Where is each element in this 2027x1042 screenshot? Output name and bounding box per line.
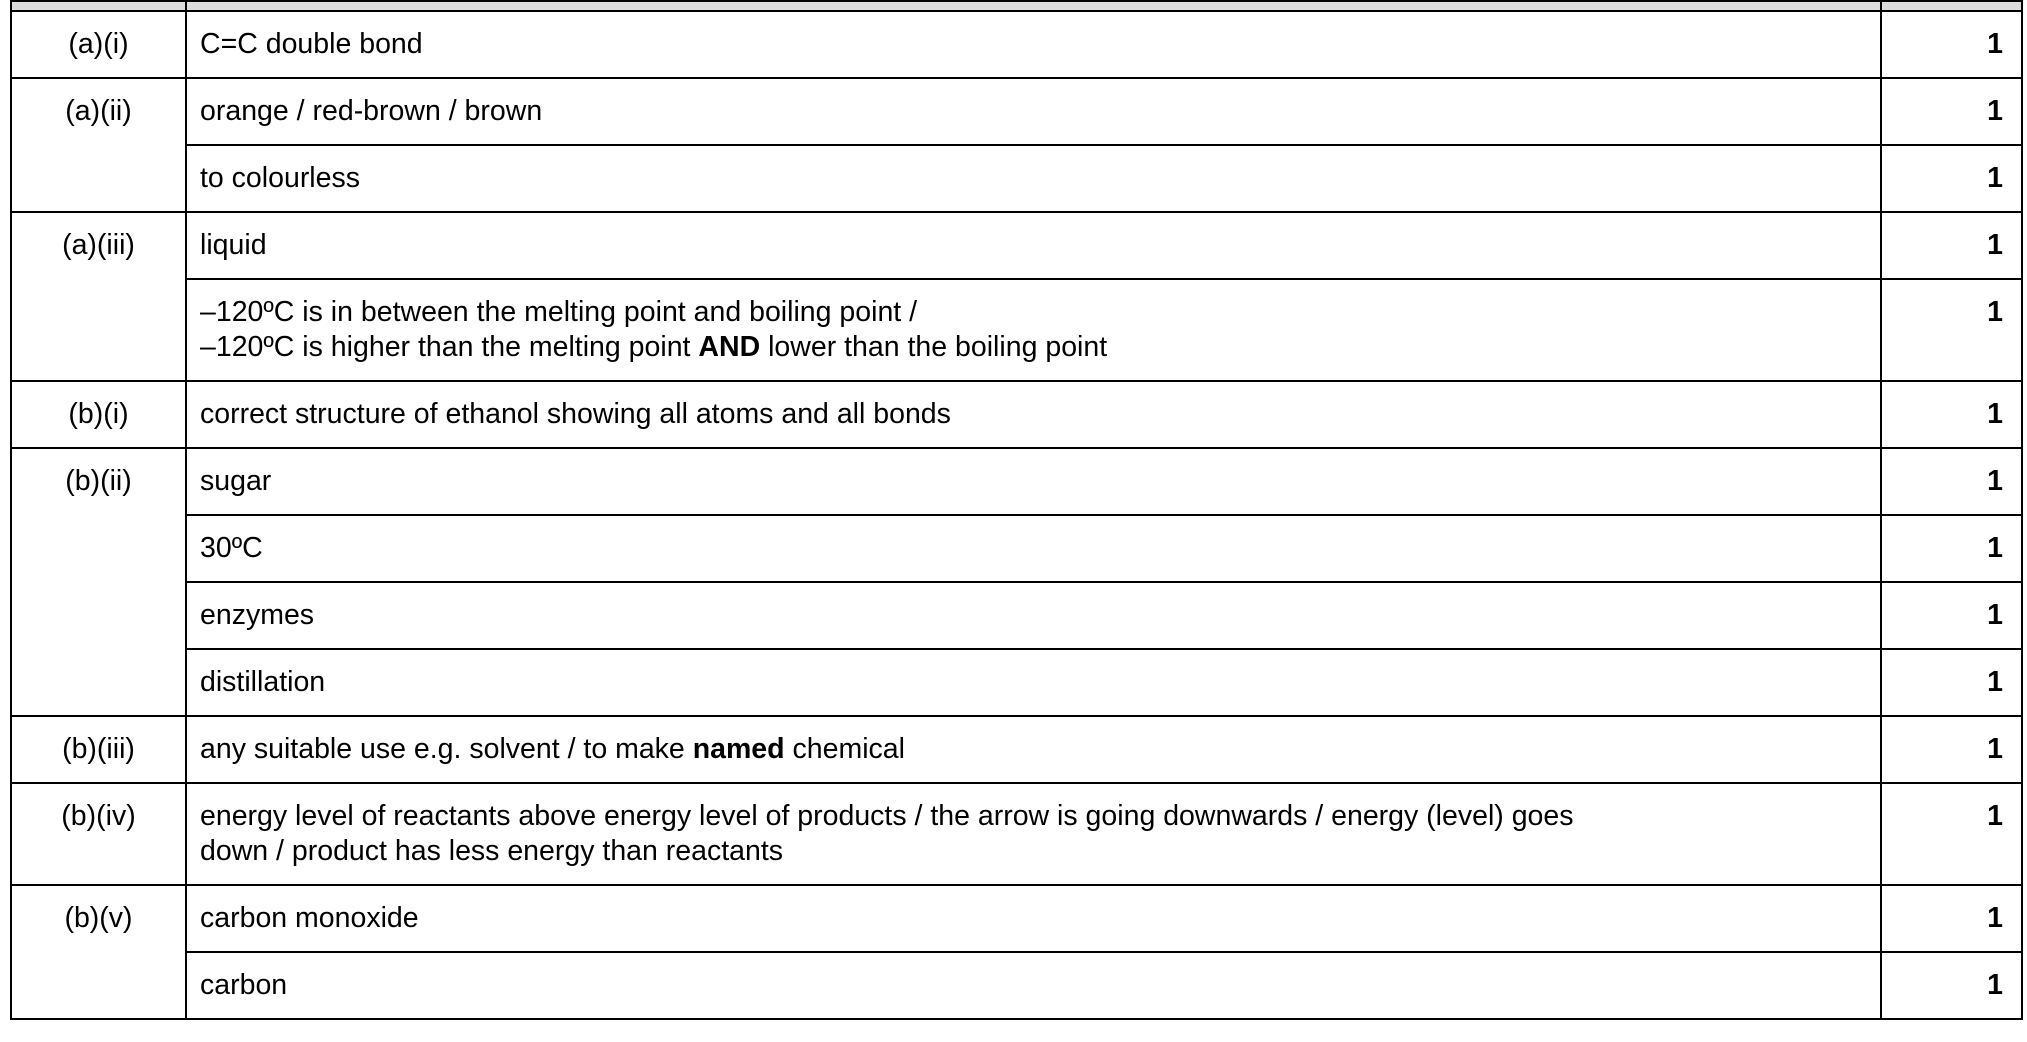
table-row [11,952,2022,1019]
mark-value: 1 [1881,716,2022,783]
mark-value: 1 [1881,515,2022,582]
answer-text: distillation [186,649,1881,716]
answer-text [186,279,1881,381]
answer-fragment: lower than the boiling point [768,331,1108,363]
mark-value: 1 [1881,212,2022,279]
question-number: (b)(v) [11,885,186,1019]
mark-scheme-table [10,0,2023,1020]
answer-text [186,716,1881,783]
table-row [11,716,2022,783]
mark-value: 1 [1881,448,2022,515]
table-row [11,212,2022,279]
emphasis-text: named [692,733,785,765]
answer-text: enzymes [186,582,1881,649]
table-row [11,783,2022,885]
question-number: (b)(i) [11,381,186,448]
answer-fragment: –120ºC is higher than the melting point [200,331,691,363]
answer-text: correct structure of ethanol showing all atoms and all bonds [186,381,1881,448]
answer-line: –120ºC is in between the melting point and boiling point / [200,296,918,328]
question-number: (a)(iii) [11,212,186,381]
table-row [11,279,2022,381]
table-row [11,885,2022,952]
answer-line: down / product has less energy than reactants [200,835,784,867]
table-header-row [11,1,2022,11]
table-row [11,448,2022,515]
answer-fragment: any suitable use e.g. solvent / to make [200,733,685,765]
mark-value: 1 [1881,783,2022,885]
mark-value: 1 [1881,78,2022,145]
question-number: (b)(ii) [11,448,186,716]
mark-value: 1 [1881,381,2022,448]
question-number: (b)(iii) [11,716,186,783]
mark-value: 1 [1881,582,2022,649]
answer-text: C=C double bond [186,11,1881,78]
table-row [11,78,2022,145]
mark-value: 1 [1881,649,2022,716]
header-cell-answer [186,1,1881,11]
answer-text: to colourless [186,145,1881,212]
table-row [11,649,2022,716]
answer-line [200,330,1870,365]
question-number: (a)(i) [11,11,186,78]
answer-text: liquid [186,212,1881,279]
question-number: (b)(iv) [11,783,186,885]
table-row [11,515,2022,582]
mark-value: 1 [1881,145,2022,212]
answer-text: sugar [186,448,1881,515]
table-row [11,381,2022,448]
question-number: (a)(ii) [11,78,186,212]
answer-text: 30ºC [186,515,1881,582]
mark-value: 1 [1881,885,2022,952]
table-row [11,145,2022,212]
emphasis-text: AND [698,331,761,363]
mark-value: 1 [1881,11,2022,78]
header-cell-question [11,1,186,11]
table-row [11,582,2022,649]
mark-value: 1 [1881,952,2022,1019]
answer-line: energy level of reactants above energy level of products / the arrow is going downwards / energy (level) goes [200,800,1574,832]
answer-text [186,783,1881,885]
mark-value: 1 [1881,279,2022,381]
answer-fragment: chemical [792,733,905,765]
header-cell-marks [1881,1,2022,11]
answer-text: carbon monoxide [186,885,1881,952]
answer-text: carbon [186,952,1881,1019]
answer-text: orange / red-brown / brown [186,78,1881,145]
table-row [11,11,2022,78]
